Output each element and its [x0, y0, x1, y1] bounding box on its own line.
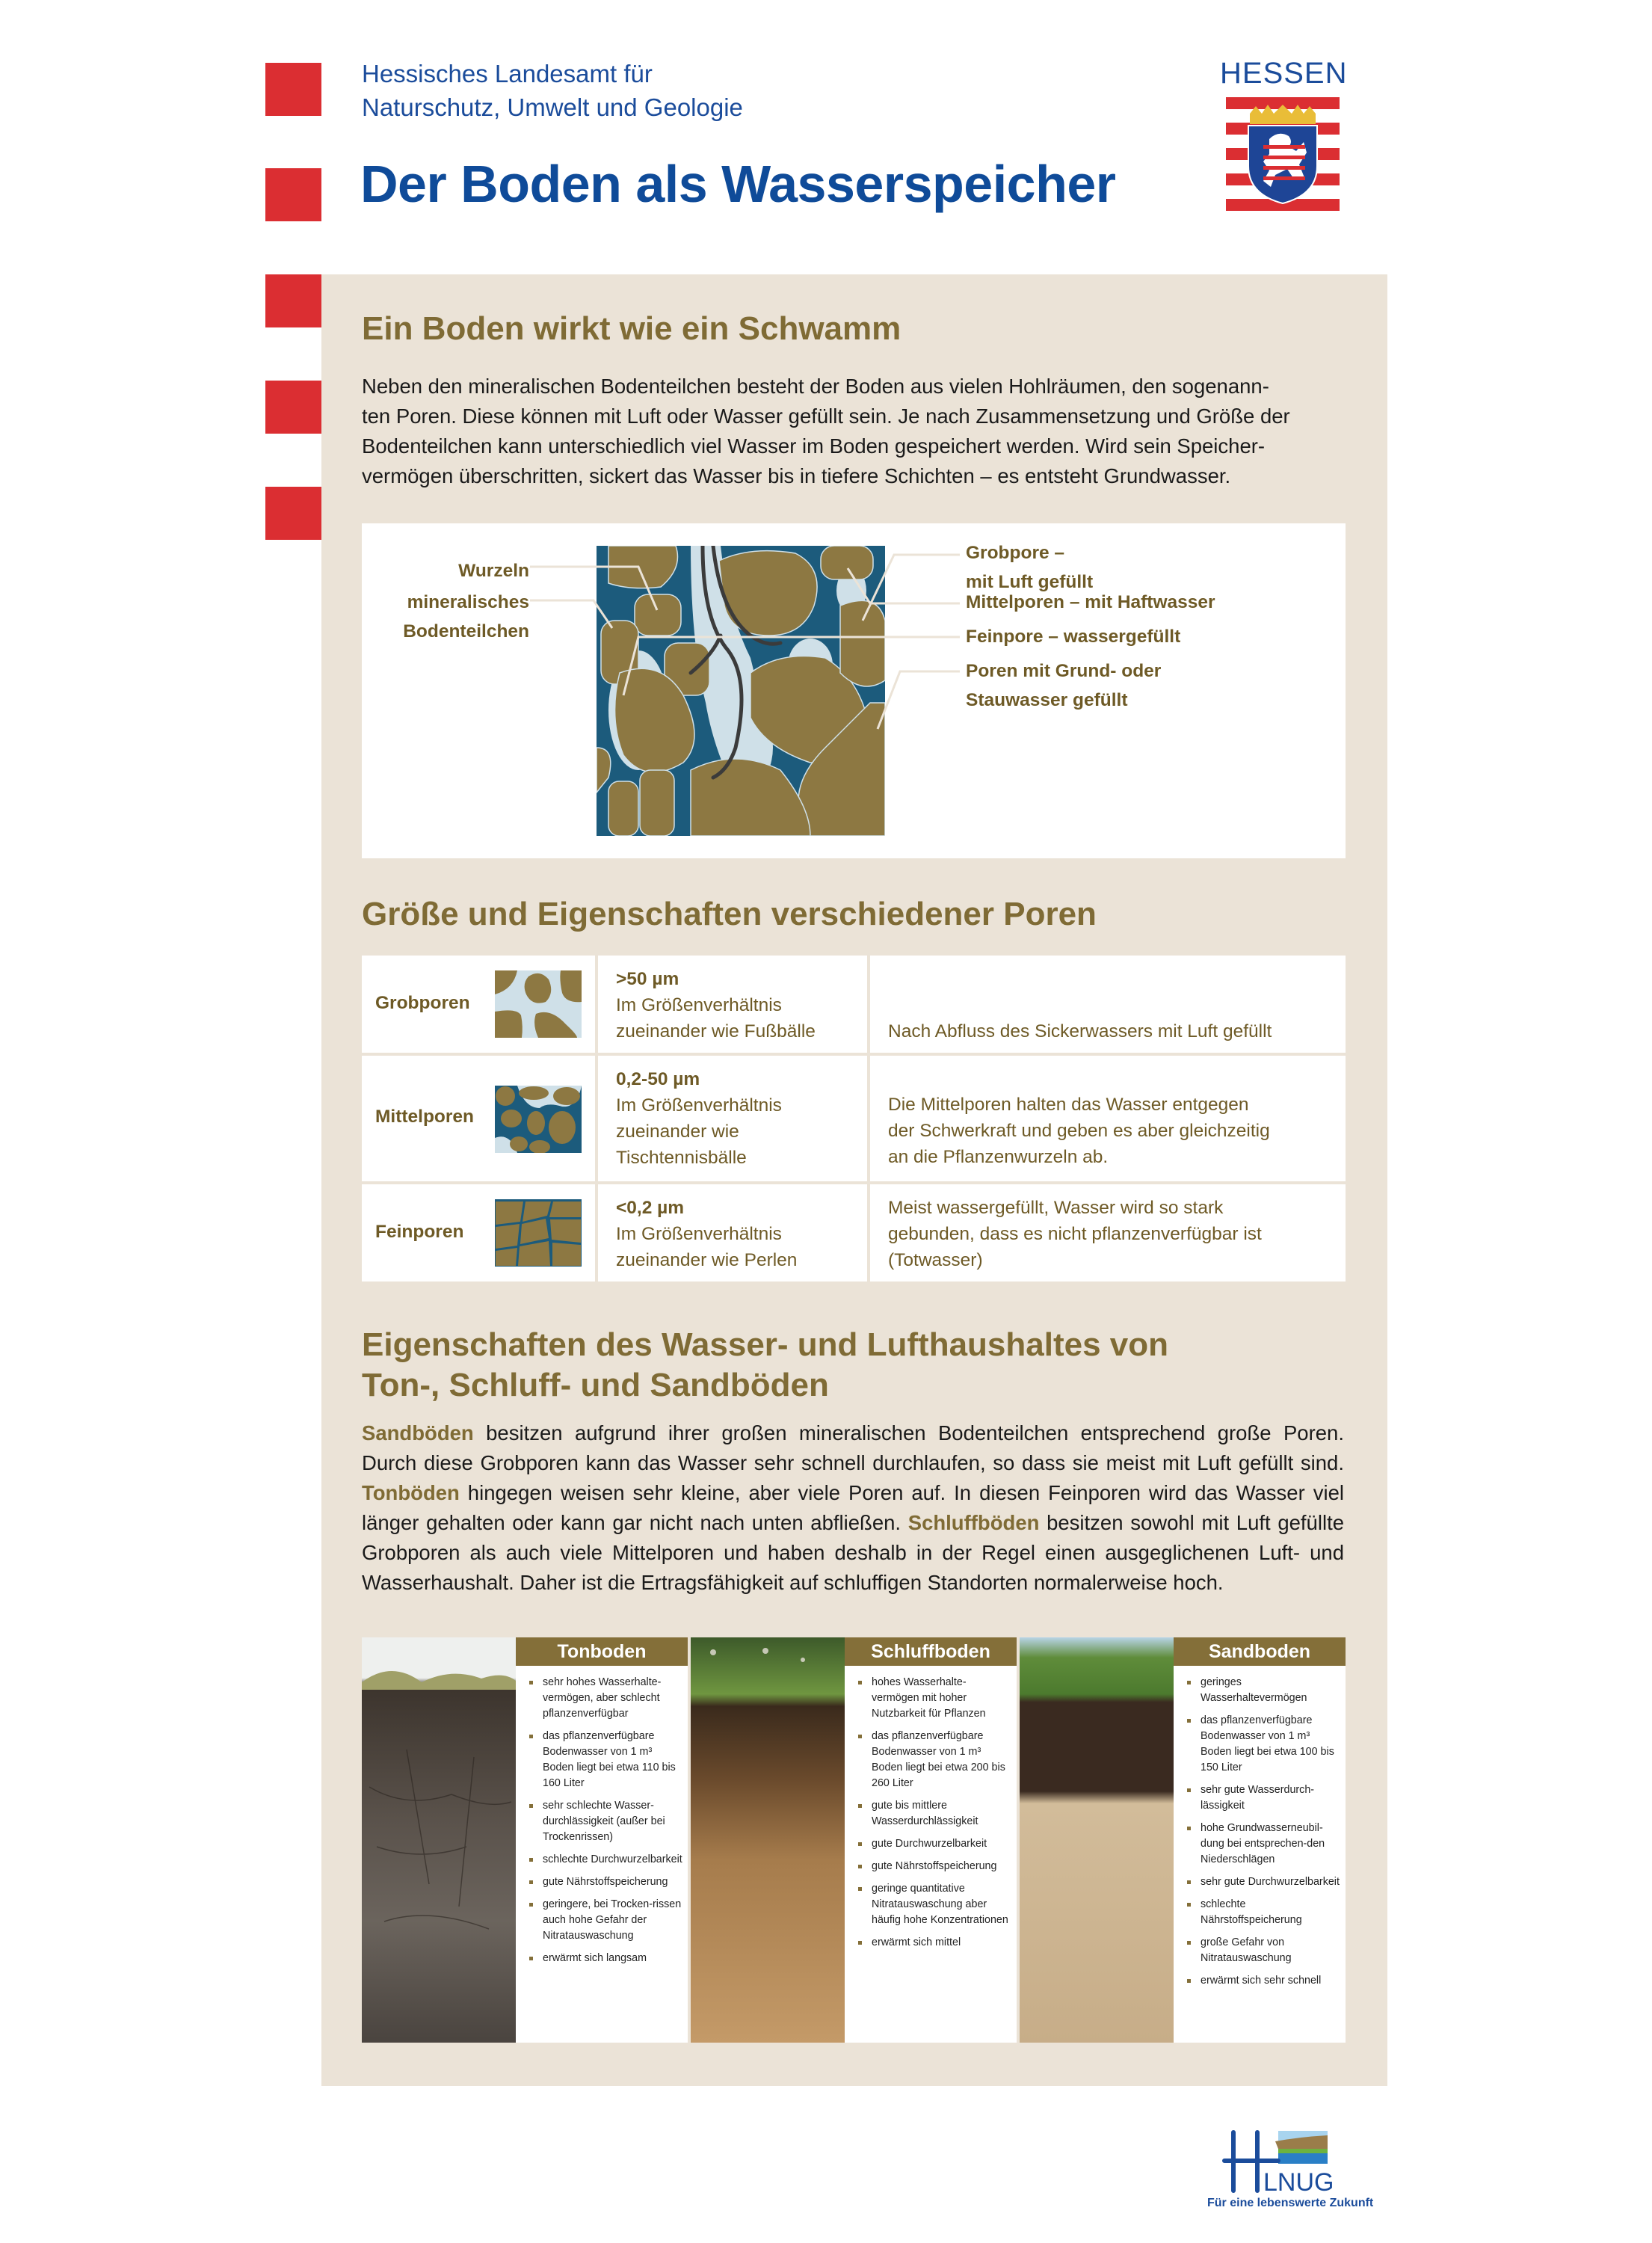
label-line: Wurzeln [458, 561, 529, 581]
hessen-logo-text: HESSEN [1220, 57, 1348, 90]
highlight-clay-soils: Tonböden [362, 1481, 460, 1504]
pore-description: Nach Abfluss des Sickerwassers mit Luft gefüllt [888, 1021, 1272, 1041]
list-item: hohes Wasserhalte-vermögen mit hoher Nutzbarkeit für Pflanzen [857, 1675, 1012, 1722]
table-cell-name [362, 1056, 595, 1181]
size-comparison: zueinander wie Fußbälle [616, 1021, 816, 1041]
table-row [362, 1184, 1346, 1282]
highlight-silt-soils: Schluffböden [907, 1511, 1040, 1534]
list-item: gute Nährstoffspeicherung [528, 1874, 683, 1890]
size-comparison: Tischtennisbälle [616, 1148, 747, 1168]
intro-line: Neben den mineralischen Bodenteilchen besteht der Boden aus vielen Hohlräumen, den sogenann- [362, 375, 1269, 398]
list-item: sehr hohes Wasserhalte-vermögen, aber schlecht pflanzenverfügbar [528, 1675, 683, 1722]
hlnug-letters: LNUG [1263, 2168, 1334, 2197]
soil-types-paragraph [362, 1418, 1344, 1598]
intro-line: ten Poren. Diese können mit Luft oder Wasser gefüllt sein. Je nach Zusammensetzung und Größe der [362, 404, 1290, 428]
table-cell-name [362, 1184, 595, 1282]
pore-name: Feinporen [375, 1222, 464, 1242]
list-item: geringe quantitative Nitratauswaschung aber häufig hohe Konzentrationen [857, 1881, 1012, 1928]
pore-description: der Schwerkraft und geben es aber gleichzeitig [888, 1121, 1270, 1141]
section-heading-pores: Größe und Eigenschaften verschiedener Poren [362, 896, 1097, 932]
section-heading-sponge: Ein Boden wirkt wie ein Schwamm [362, 310, 901, 347]
soil-card-clay [362, 1637, 688, 2043]
page-title: Der Boden als Wasserspeicher [360, 155, 1116, 213]
intro-line: Bodenteilchen kann unterschiedlich viel Wasser im Boden gespeichert werden. Wird sein Speicher- [362, 434, 1266, 458]
table-cell-size [598, 956, 867, 1053]
label-line: mit Luft gefüllt [966, 572, 1094, 592]
red-accent-bar [265, 63, 321, 116]
list-item: sehr gute Durchwurzelbarkeit [1186, 1874, 1341, 1890]
pore-size: >50 µm [616, 969, 679, 989]
table-cell-description [870, 956, 1346, 1053]
list-item: schlechte Durchwurzelbarkeit [528, 1852, 683, 1868]
table-cell-description [870, 1056, 1346, 1181]
label-line: Stauwasser gefüllt [966, 690, 1128, 710]
list-item: erwärmt sich mittel [857, 1935, 1012, 1951]
size-comparison: zueinander wie Perlen [616, 1250, 798, 1270]
organization-line-2: Naturschutz, Umwelt und Geologie [362, 93, 743, 121]
soil-properties-list [845, 1675, 1017, 1951]
pore-description: (Totwasser) [888, 1250, 983, 1270]
soil-card-title: Schluffboden [845, 1637, 1017, 1666]
pore-description: an die Pflanzenwurzeln ab. [888, 1147, 1109, 1167]
table-cell-name [362, 956, 595, 1053]
soil-info-clay [516, 1637, 688, 2043]
list-item: hohe Grundwasserneubil-dung bei entsprechen-den Niederschlägen [1186, 1821, 1341, 1868]
pore-size: 0,2-50 µm [616, 1069, 700, 1089]
soil-card-title: Tonboden [516, 1637, 688, 1666]
soil-properties-list [516, 1675, 688, 1966]
medium-pore-swatch-icon [495, 1086, 582, 1153]
table-row [362, 1056, 1346, 1181]
hlnug-tagline: Für eine lebenswerte Zukunft [1207, 2197, 1374, 2209]
size-comparison: zueinander wie [616, 1122, 739, 1142]
clay-soil-profile-photo [362, 1637, 516, 2043]
list-item: gute bis mittlere Wasserdurchlässigkeit [857, 1798, 1012, 1830]
soil-card-silt [691, 1637, 1017, 2043]
list-item: sehr schlechte Wasser-durchlässigkeit (außer bei Trockenrissen) [528, 1798, 683, 1845]
list-item: sehr gute Wasserdurch-lässigkeit [1186, 1782, 1341, 1814]
list-item: geringes Wasserhaltevermögen [1186, 1675, 1341, 1706]
red-accent-bar [265, 381, 321, 434]
label-line: Mittelporen – mit Haftwasser [966, 592, 1215, 612]
size-comparison: Im Größenverhältnis [616, 995, 782, 1015]
soil-info-sand [1174, 1637, 1346, 2043]
soil-card-sand [1020, 1637, 1346, 2043]
size-comparison: Im Größenverhältnis [616, 1224, 782, 1244]
paragraph-text: hingegen weisen sehr kleine, aber viele Poren auf. In diesen Feinporen wird das Wasser viel länger gehalten oder kann gar nicht nach unten abfließen. [362, 1481, 1344, 1534]
label-fine-pore [966, 622, 1180, 651]
red-accent-bar [265, 487, 321, 540]
list-item: schlechte Nährstoffspeicherung [1186, 1897, 1341, 1928]
coarse-pore-swatch-icon [495, 970, 582, 1038]
pore-size: <0,2 µm [616, 1198, 685, 1218]
label-line: Grobpore – [966, 543, 1065, 563]
fine-pore-swatch-icon [495, 1199, 582, 1267]
sand-soil-profile-photo [1020, 1637, 1174, 2043]
section-heading-soil-types [362, 1325, 1168, 1406]
pore-name: Grobporen [375, 993, 470, 1013]
red-accent-bar [265, 168, 321, 221]
list-item: große Gefahr von Nitratauswaschung [1186, 1935, 1341, 1966]
label-groundwater-pores [966, 656, 1161, 715]
list-item: gute Nährstoffspeicherung [857, 1859, 1012, 1874]
organization-line-1: Hessisches Landesamt für [362, 60, 653, 87]
organization-name [362, 57, 743, 124]
heading-line: Eigenschaften des Wasser- und Lufthaushaltes von [362, 1326, 1169, 1363]
soil-pore-diagram [362, 523, 1346, 858]
highlight-sandy-soils: Sandböden [362, 1421, 474, 1444]
table-cell-size [598, 1056, 867, 1181]
intro-line: vermögen überschritten, sickert das Wasser bis in tiefere Schichten – es entsteht Grundwasser. [362, 464, 1231, 487]
label-line: Poren mit Grund- oder [966, 661, 1162, 681]
table-cell-size [598, 1184, 867, 1282]
list-item: das pflanzenverfügbare Bodenwasser von 1 m³ Boden liegt bei etwa 200 bis 260 Liter [857, 1729, 1012, 1791]
label-mineral-particles [403, 588, 529, 646]
soil-info-silt [845, 1637, 1017, 2043]
soil-cards [362, 1637, 1346, 2043]
label-medium-pores [966, 588, 1215, 617]
table-cell-description [870, 1184, 1346, 1282]
pore-description: Meist wassergefüllt, Wasser wird so stark [888, 1198, 1224, 1218]
silt-soil-profile-photo [691, 1637, 845, 2043]
label-line: Feinpore – wassergefüllt [966, 627, 1181, 647]
list-item: erwärmt sich langsam [528, 1951, 683, 1966]
paragraph-text: besitzen aufgrund ihrer großen mineralischen Bodenteilchen entsprechend große Poren. Durch diese Grobporen kann das Wasser sehr schnell durchlaufen, so dass sie meist mit Luft gefüllt sind. [362, 1421, 1344, 1474]
red-accent-bar [265, 274, 321, 327]
pore-description: Die Mittelporen halten das Wasser entgegen [888, 1095, 1249, 1115]
section-intro-text [362, 372, 1363, 491]
size-comparison: Im Größenverhältnis [616, 1095, 782, 1116]
paragraph-text: besitzen sowohl mit Luft gefüllte Grobporen als auch viele Mittelporen und haben deshalb in der Regel einen ausgeglichenen Luft- und Wasserhaushalt. Daher ist die Ertragsfähigkeit auf schluffigen Standorten normalerweise hoch. [362, 1511, 1345, 1594]
list-item: das pflanzenverfügbare Bodenwasser von 1 m³ Boden liegt bei etwa 110 bis 160 Liter [528, 1729, 683, 1791]
soil-card-title: Sandboden [1174, 1637, 1346, 1666]
hessen-coat-of-arms-icon [1226, 97, 1340, 211]
list-item: erwärmt sich sehr schnell [1186, 1973, 1341, 1989]
heading-line: Ton-, Schluff- und Sandböden [362, 1367, 829, 1403]
soil-properties-list [1174, 1675, 1346, 1989]
pore-description: gebunden, dass es nicht pflanzenverfügbar ist [888, 1224, 1262, 1244]
label-line: Bodenteilchen [403, 621, 529, 641]
label-line: mineralisches [407, 592, 529, 612]
table-row [362, 956, 1346, 1053]
label-roots [458, 556, 529, 585]
list-item: geringere, bei Trocken-rissen auch hohe Gefahr der Nitratauswaschung [528, 1897, 683, 1944]
list-item: gute Durchwurzelbarkeit [857, 1836, 1012, 1852]
list-item: das pflanzenverfügbare Bodenwasser von 1 m³ Boden liegt bei etwa 100 bis 150 Liter [1186, 1713, 1341, 1776]
pore-name: Mittelporen [375, 1107, 475, 1127]
